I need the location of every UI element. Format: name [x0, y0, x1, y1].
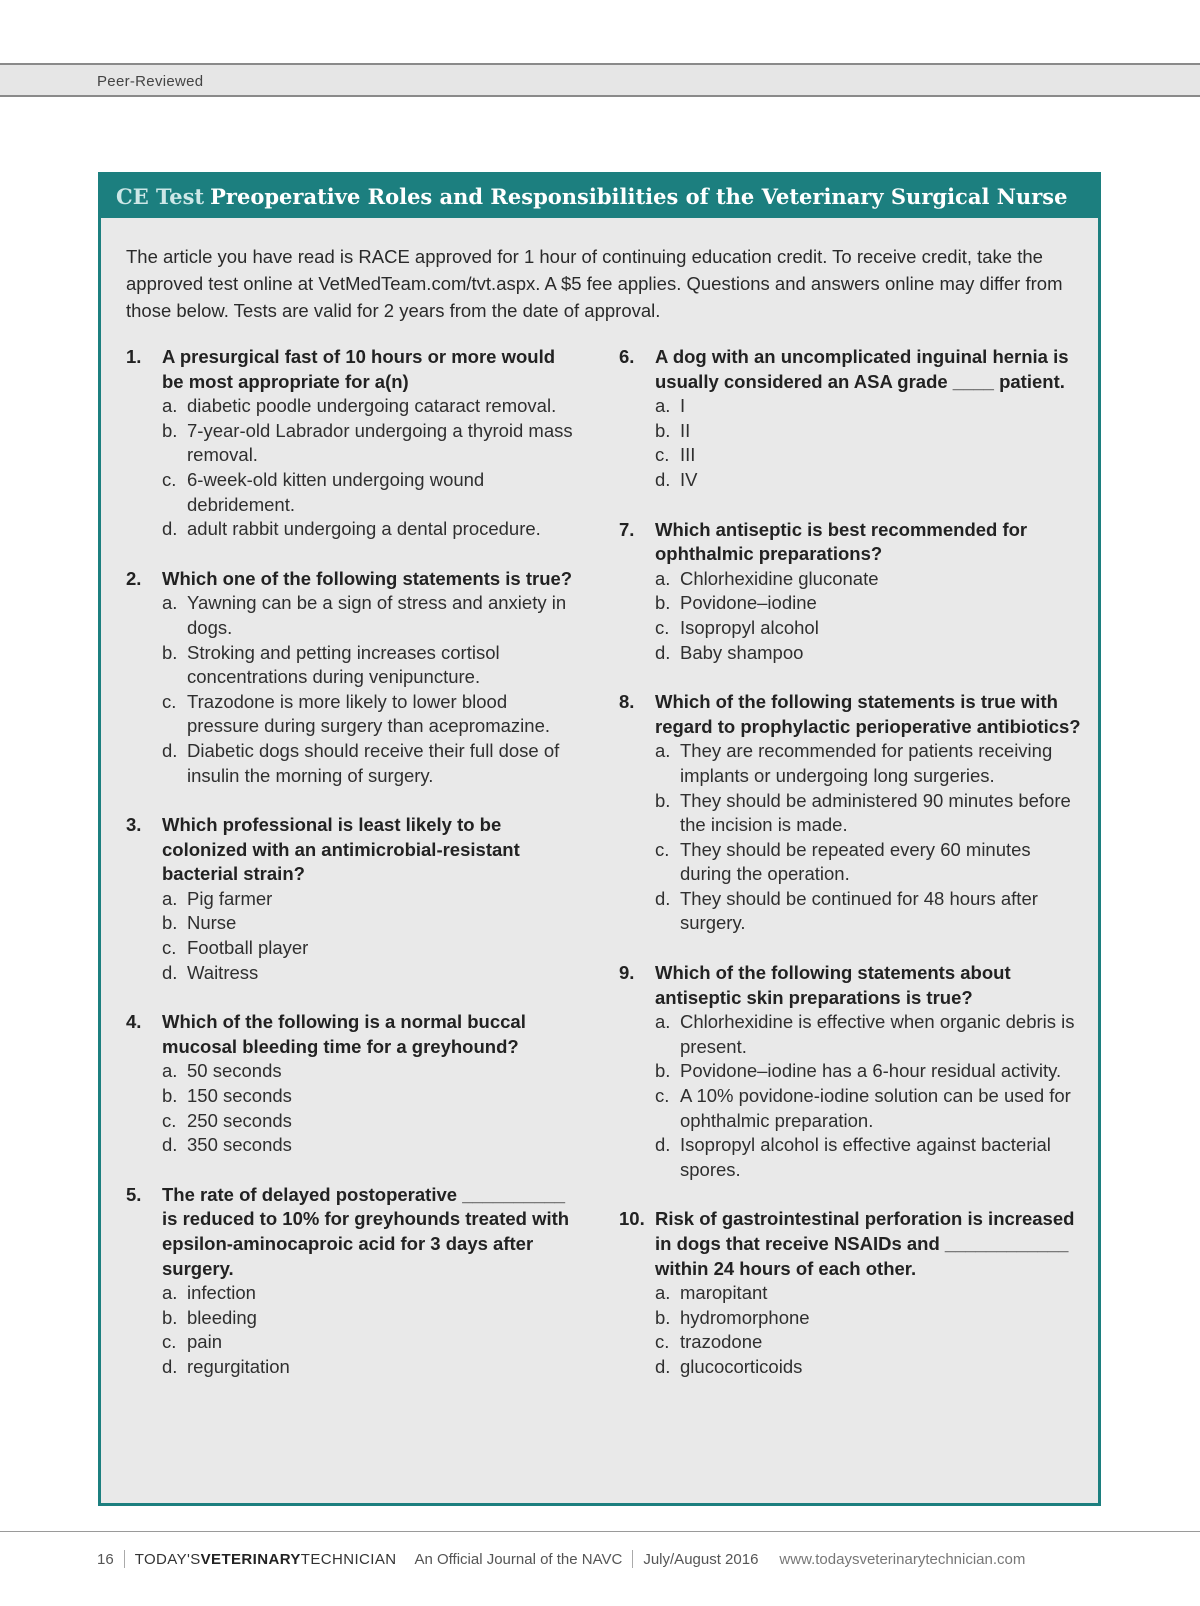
answer-options: [162, 591, 581, 788]
option-text: trazodone: [680, 1331, 763, 1353]
option-letter: a.: [162, 1060, 178, 1082]
answer-option: [162, 517, 581, 542]
answer-option: [162, 887, 581, 912]
answer-option: [655, 1084, 1081, 1133]
option-text: I: [680, 395, 686, 417]
page-footer: [97, 1550, 1025, 1568]
answer-option: [162, 468, 581, 517]
option-text: diabetic poodle undergoing cataract removal.: [187, 395, 557, 417]
answer-options: [655, 394, 1081, 492]
option-letter: a.: [655, 395, 671, 417]
answer-options: [162, 1059, 581, 1157]
answer-option: [655, 1355, 1081, 1380]
option-letter: b.: [162, 419, 178, 441]
option-letter: d.: [162, 961, 178, 983]
question-text: Which antiseptic is best recommended for ophthalmic preparations?: [655, 518, 1028, 565]
option-text: pain: [187, 1331, 222, 1353]
option-letter: a.: [655, 1282, 671, 1304]
option-letter: a.: [655, 567, 671, 589]
option-letter: c.: [655, 444, 670, 466]
option-letter: d.: [655, 641, 671, 663]
option-letter: c.: [162, 937, 177, 959]
option-text: 350 seconds: [187, 1134, 292, 1156]
answer-option: [162, 1084, 581, 1109]
option-text: adult rabbit undergoing a dental procedure.: [187, 518, 541, 540]
question-8: [619, 690, 1081, 936]
ce-test-title: Preoperative Roles and Responsibilities of the Veterinary Surgical Nurse: [210, 184, 1068, 209]
question-number: 10.: [619, 1208, 645, 1230]
answer-options: [162, 394, 581, 542]
option-text: They are recommended for patients receiving implants or undergoing long surgeries.: [680, 740, 1053, 786]
option-text: Nurse: [187, 912, 237, 934]
option-letter: b.: [162, 1085, 178, 1107]
question-text: Which of the following is a normal buccal mucosal bleeding time for a greyhound?: [162, 1011, 526, 1057]
option-text: bleeding: [187, 1306, 257, 1328]
answer-option: [162, 419, 581, 468]
option-letter: b.: [655, 789, 671, 811]
option-letter: a.: [655, 1011, 671, 1033]
answer-option: [655, 789, 1081, 838]
option-letter: b.: [162, 912, 178, 934]
question-number: 3.: [126, 814, 142, 836]
answer-options: [162, 887, 581, 985]
question-number: 6.: [619, 346, 635, 367]
answer-option: [162, 961, 581, 986]
answer-option: [162, 1330, 581, 1355]
question-number: 5.: [126, 1183, 142, 1205]
option-letter: b.: [655, 1060, 671, 1082]
option-text: 250 seconds: [187, 1109, 292, 1131]
option-text: Isopropyl alcohol is effective against bacterial spores.: [680, 1134, 1051, 1180]
option-letter: a.: [655, 740, 671, 762]
question-text: Which of the following statements is true with regard to prophylactic perioperative antibiotics?: [655, 691, 1081, 737]
option-letter: a.: [162, 1282, 178, 1304]
option-letter: d.: [655, 887, 671, 909]
answer-option: [655, 887, 1081, 936]
answer-option: [655, 567, 1081, 592]
top-band: [0, 63, 1200, 97]
answer-option: [655, 838, 1081, 887]
option-text: They should be continued for 48 hours after surgery.: [680, 887, 1038, 934]
answer-option: [655, 591, 1081, 616]
answer-option: [655, 641, 1081, 666]
option-letter: b.: [162, 641, 178, 663]
answer-option: [162, 1355, 581, 1380]
option-letter: c.: [655, 1085, 670, 1107]
option-letter: c.: [655, 838, 670, 860]
option-text: Stroking and petting increases cortisol concentrations during venipuncture.: [187, 641, 500, 688]
question-text: Which of the following statements about antiseptic skin preparations is true?: [655, 962, 1011, 1008]
answer-options: [655, 1281, 1081, 1379]
option-text: 50 seconds: [187, 1060, 282, 1082]
answer-options: [655, 567, 1081, 665]
option-letter: b.: [162, 1306, 178, 1328]
question-3: [126, 813, 581, 985]
option-letter: d.: [162, 518, 178, 540]
footer-divider: [124, 1550, 125, 1568]
option-text: 6-week-old kitten undergoing wound debridement.: [187, 468, 485, 515]
answer-options: [655, 1010, 1081, 1182]
option-text: Chlorhexidine gluconate: [680, 567, 879, 589]
issue-date: July/August 2016: [643, 1550, 759, 1568]
option-text: maropitant: [680, 1282, 768, 1304]
question-1: [126, 345, 581, 542]
question-column-right: [619, 345, 1081, 1405]
option-text: They should be repeated every 60 minutes during the operation.: [680, 838, 1031, 885]
option-text: infection: [187, 1282, 256, 1304]
publication-name: [135, 1551, 397, 1568]
option-text: Chlorhexidine is effective when organic debris is present.: [680, 1011, 1075, 1057]
journal-label: An Official Journal of the NAVC: [414, 1550, 623, 1568]
answer-option: [162, 1133, 581, 1158]
answer-option: [655, 394, 1081, 419]
answer-option: [162, 690, 581, 739]
option-letter: a.: [162, 887, 178, 909]
website-link[interactable]: www.todaysveterinarytechnician.com: [779, 1550, 1026, 1568]
option-text: Isopropyl alcohol: [680, 616, 819, 638]
option-text: glucocorticoids: [680, 1355, 803, 1377]
publication-suffix: TECHNICIAN: [300, 1550, 397, 1568]
answer-option: [655, 739, 1081, 788]
option-text: A 10% povidone-iodine solution can be used for ophthalmic preparation.: [680, 1085, 1071, 1131]
option-text: III: [680, 444, 696, 466]
ce-test-intro: The article you have read is RACE approved for 1 hour of continuing education credit. To receive credit, take the approved test online at VetMedTeam.com/tvt.aspx. A $5 fee applies. Questions and answers online may differ from those below. Tests are valid for 2 years from the date of approval.: [126, 246, 1063, 321]
question-text: The rate of delayed postoperative __________ is reduced to 10% for greyhounds treated with epsilon-aminocaproic acid for 3 days after surgery.: [162, 1183, 570, 1279]
option-text: Pig farmer: [187, 887, 273, 909]
ce-test-header: [101, 175, 1098, 218]
option-text: hydromorphone: [680, 1306, 810, 1328]
option-text: They should be administered 90 minutes before the incision is made.: [680, 789, 1071, 836]
option-letter: b.: [655, 592, 671, 614]
answer-option: [655, 1281, 1081, 1306]
question-column-left: [126, 345, 581, 1405]
question-text: Which one of the following statements is true?: [162, 567, 573, 589]
option-letter: b.: [655, 1306, 671, 1328]
publication-bold: VETERINARY: [200, 1550, 301, 1568]
publication-prefix: TODAY'S: [134, 1550, 201, 1568]
footer-rule: [0, 1531, 1200, 1532]
answer-option: [162, 1306, 581, 1331]
question-number: 2.: [126, 567, 142, 589]
question-6: [619, 345, 1081, 493]
option-letter: d.: [162, 1355, 178, 1377]
option-text: regurgitation: [187, 1355, 290, 1377]
option-letter: c.: [655, 1331, 670, 1353]
section-label: Peer-Reviewed: [97, 73, 204, 90]
answer-option: [655, 1059, 1081, 1084]
question-9: [619, 961, 1081, 1182]
ce-test-tag: CE Test: [116, 184, 205, 209]
option-letter: d.: [655, 1355, 671, 1377]
option-letter: c.: [162, 690, 177, 712]
answer-option: [162, 911, 581, 936]
option-text: 7-year-old Labrador undergoing a thyroid mass removal.: [187, 419, 573, 466]
option-text: II: [680, 419, 691, 441]
question-text: A presurgical fast of 10 hours or more would be most appropriate for a(n): [162, 346, 556, 392]
option-text: Trazodone is more likely to lower blood pressure during surgery than acepromazine.: [187, 690, 550, 737]
footer-divider: [768, 1550, 769, 1568]
option-text: Diabetic dogs should receive their full dose of insulin the morning of surgery.: [187, 739, 560, 786]
answer-option: [655, 419, 1081, 444]
footer-divider: [632, 1550, 633, 1568]
option-letter: d.: [162, 739, 178, 761]
question-2: [126, 567, 581, 788]
option-letter: a.: [162, 395, 178, 417]
answer-option: [655, 1133, 1081, 1182]
answer-option: [162, 936, 581, 961]
option-text: Yawning can be a sign of stress and anxiety in dogs.: [187, 592, 567, 638]
answer-option: [162, 739, 581, 788]
answer-option: [655, 1010, 1081, 1059]
ce-test-box: [98, 172, 1101, 1506]
question-number: 1.: [126, 346, 142, 367]
page-number: 16: [97, 1550, 114, 1568]
question-5: [126, 1183, 581, 1380]
question-number: 8.: [619, 691, 635, 713]
answer-option: [655, 1306, 1081, 1331]
answer-options: [162, 1281, 581, 1379]
option-letter: d.: [655, 468, 671, 490]
option-letter: a.: [162, 592, 178, 614]
option-letter: c.: [162, 1109, 177, 1131]
option-text: IV: [680, 468, 698, 490]
answer-options: [655, 739, 1081, 936]
answer-option: [655, 1330, 1081, 1355]
answer-option: [655, 443, 1081, 468]
option-text: Povidone–iodine: [680, 592, 817, 614]
answer-option: [162, 1109, 581, 1134]
question-10: [619, 1207, 1081, 1379]
question-7: [619, 518, 1081, 666]
answer-option: [655, 468, 1081, 493]
answer-option: [162, 591, 581, 640]
answer-option: [162, 394, 581, 419]
question-number: 4.: [126, 1011, 142, 1033]
option-letter: c.: [162, 468, 177, 490]
option-letter: d.: [162, 1134, 178, 1156]
option-letter: d.: [655, 1134, 671, 1156]
question-4: [126, 1010, 581, 1158]
option-text: Waitress: [187, 961, 259, 983]
question-text: A dog with an uncomplicated inguinal hernia is usually considered an ASA grade ____ patient.: [655, 346, 1069, 392]
question-text: Which professional is least likely to be colonized with an antimicrobial-resistant bacterial strain?: [162, 814, 520, 885]
option-letter: b.: [655, 419, 671, 441]
option-text: 150 seconds: [187, 1085, 292, 1107]
option-letter: c.: [655, 616, 670, 638]
option-text: Baby shampoo: [680, 641, 804, 663]
option-text: Football player: [187, 937, 309, 959]
option-letter: c.: [162, 1331, 177, 1353]
question-number: 7.: [619, 518, 635, 540]
answer-option: [162, 1281, 581, 1306]
option-text: Povidone–iodine has a 6-hour residual activity.: [680, 1060, 1062, 1082]
answer-option: [655, 616, 1081, 641]
question-number: 9.: [619, 962, 635, 984]
question-text: Risk of gastrointestinal perforation is increased in dogs that receive NSAIDs and ____________ within 24 hours of each other.: [655, 1208, 1075, 1279]
answer-option: [162, 1059, 581, 1084]
answer-option: [162, 641, 581, 690]
